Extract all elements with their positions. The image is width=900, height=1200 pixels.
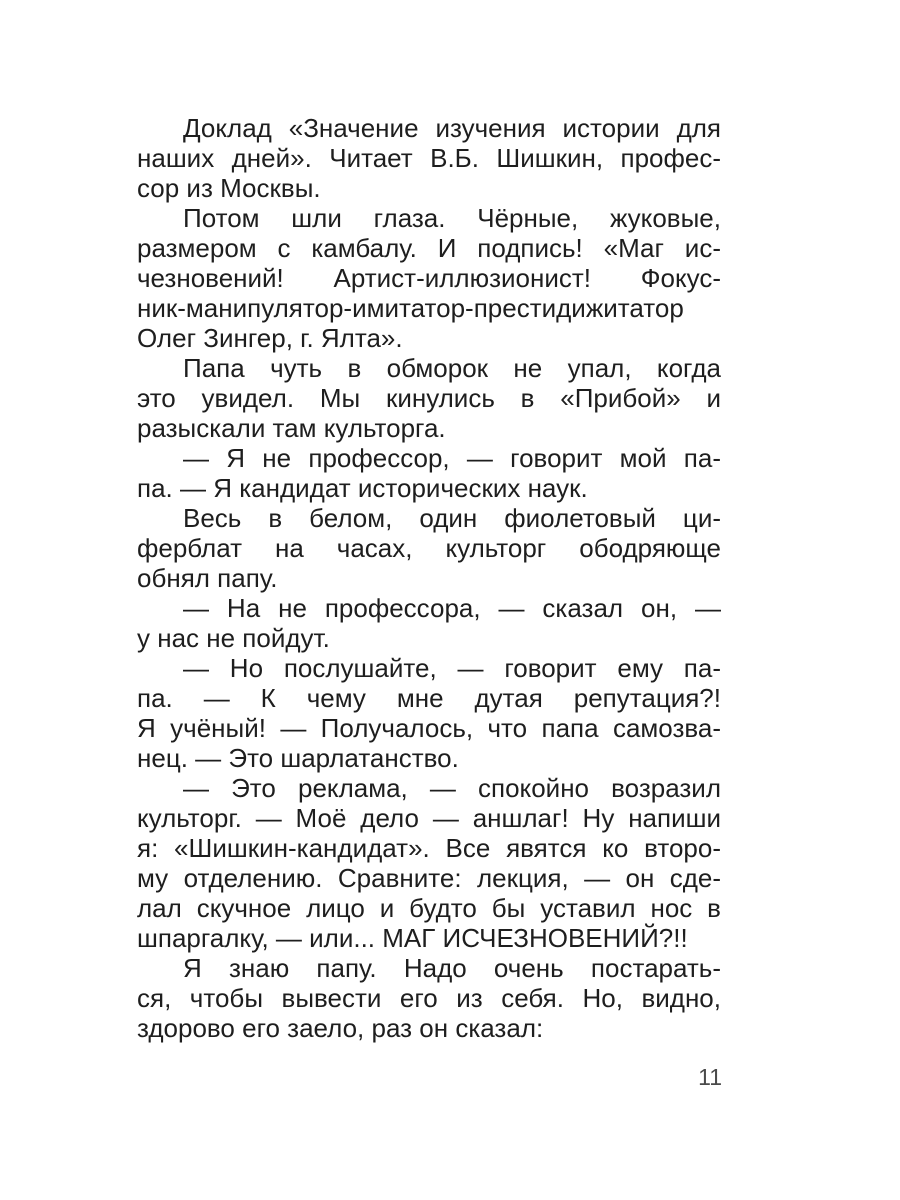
text-line-19: — Но послушайте, — говорит ему па- [183, 653, 721, 683]
text-line-24: культорг. — Моё дело — аншлаг! Ну напиши [137, 803, 721, 833]
page-number: 11 [698, 1064, 722, 1090]
text-line-20: па. — К чему мне дутая репутация?! [137, 683, 721, 713]
text-line-13: па. — Я кандидат исторических наук. [137, 473, 588, 503]
text-line-22: нец. — Это шарлатанство. [137, 743, 459, 773]
text-line-15: ферблат на часах, культорг ободряюще [137, 533, 721, 563]
text-line-5: размером с камбалу. И подпись! «Маг ис- [137, 233, 721, 263]
text-line-10: это увидел. Мы кинулись в «Прибой» и [137, 383, 721, 413]
body-text [137, 113, 721, 1043]
text-line-21: Я учёный! — Получалось, что папа самозва- [137, 713, 721, 743]
text-line-25: я: «Шишкин-кандидат». Все явятся ко второ- [137, 833, 721, 863]
text-line-18: у нас не пойдут. [137, 623, 330, 653]
text-line-1: Доклад «Значение изучения истории для [183, 113, 721, 143]
text-line-11: разыскали там культорга. [137, 413, 446, 443]
text-line-12: — Я не профессор, — говорит мой па- [183, 443, 721, 473]
text-line-28: шпаргалку, — или... МАГ ИСЧЕЗНОВЕНИЙ?!! [137, 923, 688, 953]
text-line-7: ник-манипулятор-имитатор-престидижитатор [137, 293, 684, 323]
text-line-27: лал скучное лицо и будто бы уставил нос в [137, 893, 721, 923]
text-line-31: здорово его заело, раз он сказал: [137, 1013, 544, 1043]
text-line-9: Папа чуть в обморок не упал, когда [183, 353, 721, 383]
text-line-4: Потом шли глаза. Чёрные, жуковые, [183, 203, 721, 233]
text-line-8: Олег Зингер, г. Ялта». [137, 323, 403, 353]
text-line-17: — На не профессора, — сказал он, — [183, 593, 721, 623]
text-line-30: ся, чтобы вывести его из себя. Но, видно, [137, 983, 721, 1013]
text-line-29: Я знаю папу. Надо очень постарать- [183, 953, 721, 983]
text-line-23: — Это реклама, — спокойно возразил [183, 773, 721, 803]
text-line-6: чезновений! Артист-иллюзионист! Фокус- [137, 263, 721, 293]
text-line-3: сор из Москвы. [137, 173, 321, 203]
text-line-14: Весь в белом, один фиолетовый ци- [183, 503, 721, 533]
text-line-26: му отделению. Сравните: лекция, — он сде- [137, 863, 721, 893]
text-line-16: обнял папу. [137, 563, 278, 593]
text-line-2: наших дней». Читает В.Б. Шишкин, профес- [137, 143, 721, 173]
